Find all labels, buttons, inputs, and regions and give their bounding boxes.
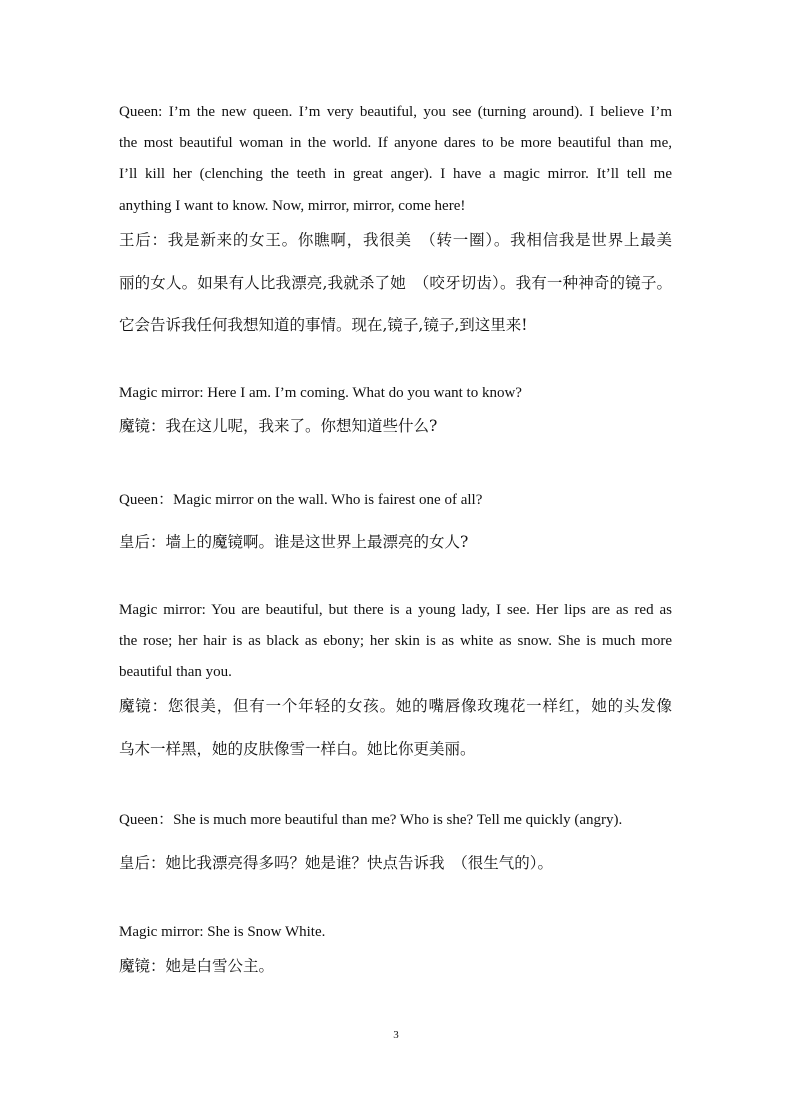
mirror-english-line-3: the rose; her hair is as black as ebony; her skin is as white as snow. She is much more (119, 633, 672, 649)
mirror-english-line-4: beautiful than you. (119, 664, 232, 680)
page-number: 3 (393, 1029, 399, 1041)
queen-chinese-line-3: 它会告诉我任何我想知道的事情。现在,镜子,镜子,到这里来! (119, 316, 528, 334)
mirror-chinese-line-3: 乌木一样黑，她的皮肤像雪一样白。她比你更美丽。 (119, 740, 476, 758)
queen-english-line-6: Queen：She is much more beautiful than me? Who is she? Tell me quickly (angry). (119, 812, 623, 828)
queen-chinese-line-5: 皇后：她比我漂亮得多吗？她是谁？快点告诉我 （很生气的）。 (119, 854, 554, 872)
queen-english-line-2: the most beautiful woman in the world. If anyone dares to be more beautiful than me, (119, 135, 672, 151)
queen-chinese-line-1: 王后：我是新来的女王。你瞧啊，我很美 （转一圈）。我相信我是世界上最美 (119, 231, 672, 249)
mirror-chinese-line-1: 魔镜：我在这儿呢，我来了。你想知道些什么? (119, 417, 438, 435)
queen-english-line-4: anything I want to know. Now, mirror, mirror, come here! (119, 198, 466, 214)
mirror-english-line-2: Magic mirror: You are beautiful, but there is a young lady, I see. Her lips are as red as (119, 602, 672, 618)
mirror-english-line-5: Magic mirror: She is Snow White. (119, 924, 326, 940)
queen-chinese-line-4: 皇后：墙上的魔镜啊。谁是这世界上最漂亮的女人? (119, 533, 469, 551)
queen-english-line-5: Queen：Magic mirror on the wall. Who is fairest one of all? (119, 492, 483, 508)
mirror-chinese-line-4: 魔镜：她是白雪公主。 (119, 957, 275, 975)
queen-english-line-3: I’ll kill her (clenching the teeth in great anger). I have a magic mirror. It’ll tell me (119, 166, 672, 182)
mirror-english-line-1: Magic mirror: Here I am. I’m coming. What do you want to know? (119, 385, 522, 401)
mirror-chinese-line-2: 魔镜：您很美，但有一个年轻的女孩。她的嘴唇像玫瑰花一样红，她的头发像 (119, 697, 672, 715)
queen-chinese-line-2: 丽的女人。如果有人比我漂亮,我就杀了她 （咬牙切齿）。我有一种神奇的镜子。 (119, 274, 672, 292)
queen-english-line-1: Queen: I’m the new queen. I’m very beautiful, you see (turning around). I believe I’m (119, 104, 672, 120)
